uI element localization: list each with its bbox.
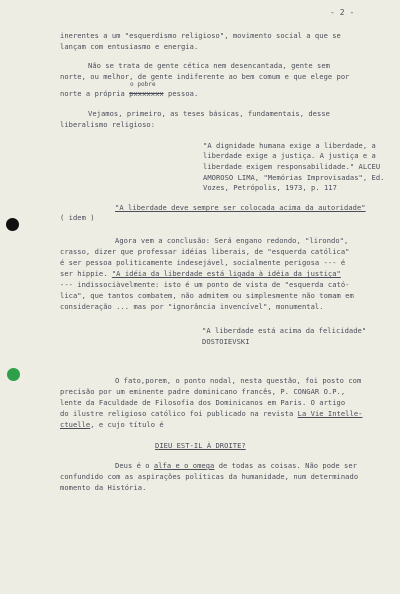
text-line: é ser pessoa politicamente indesejável, socialmente perigosa --- é [60, 258, 346, 267]
quote-line: liberdade exigem responsabilidade." ALCEU [203, 162, 381, 171]
punch-hole [7, 368, 20, 381]
text-line: precisão por um eminente padre dominicano francês, P. CONGAR O.P., [60, 387, 346, 396]
quote-line: "A dignidade humana exige a liberdade, a [203, 141, 376, 150]
quote-line: "A liberdade deve sempre ser colocada acima da autoridade" [115, 203, 366, 212]
text-line: lica", que tantos combatem, não admitem ou simplesmente não tomam em [60, 291, 354, 300]
text-line: Deus é o alfa e o omega de todas as coisas. Não pode ser [115, 461, 357, 470]
text-line: momento da História. [60, 483, 147, 492]
text-line: Agora vem a conclusão: Será engano redondo, "lirondo", [115, 236, 349, 245]
text-line: confundido com as aspirações políticas da humanidade, num determinado [60, 472, 359, 481]
text-line: lente da Faculdade de Filosofia dos Dominicanos em Paris. O artigo [60, 398, 346, 407]
text-line: do ilustre religioso católico foi publicado na revista La Vie Intelle- [60, 409, 363, 418]
text-line: Não se trata de gente cética nem desencantada, gente sem [88, 61, 330, 70]
text-line: liberalismo religioso: [60, 120, 156, 129]
text-line: ser hippie. "A idéia da liberdade está ligada à idéia da justiça" [60, 269, 341, 278]
quote-author: DOSTOIEVSKI [202, 337, 250, 346]
handwritten-insertion: o pobre [130, 81, 156, 88]
text-line: --- indissociàvelmente: isto é um ponto de vista de "esquerda cató- [60, 280, 350, 289]
text-line: O fato,porem, o ponto nodal, nesta questão, foi posto com [115, 376, 362, 385]
article-title: DIEU EST-IL À DROITE? [155, 441, 246, 450]
text-line: consideração ... mas por "ignorância invencível", monumental. [60, 302, 324, 311]
text-line: lançam com entusiasmo e energia. [60, 42, 199, 51]
quote-line: Vozes, Petrópolis, 1973, p. 117 [203, 183, 337, 192]
text-line: crasso, dizer que professar idéias liberais, de "esquerda católica" [60, 247, 350, 256]
text-line: norte, ou melhor, de gente indiferente ao bem comum e que elege por [60, 72, 350, 81]
text-line: ctuelle, e cujo título é [60, 420, 164, 429]
text-line: Vejamos, primeiro, as teses básicas, fundamentais, desse [88, 109, 330, 118]
quote-line: "A liberdade está acima da felicidade" [202, 326, 367, 335]
quote-source: ( idem ) [60, 213, 95, 222]
text-line: norte a própria pxxxxxxx pessoa. [60, 89, 199, 98]
quote-line: liberdade exige a justiça. A justiça e a [203, 151, 376, 160]
struck-word: pxxxxxxx [129, 89, 164, 98]
punch-hole [6, 218, 19, 231]
page-number: - 2 - [330, 8, 355, 17]
quote-line: AMOROSO LIMA, "Memórias Improvisadas", Ed. [203, 173, 385, 182]
text-line: inerentes a um "esquerdismo religioso", movimento social a que se [60, 31, 341, 40]
